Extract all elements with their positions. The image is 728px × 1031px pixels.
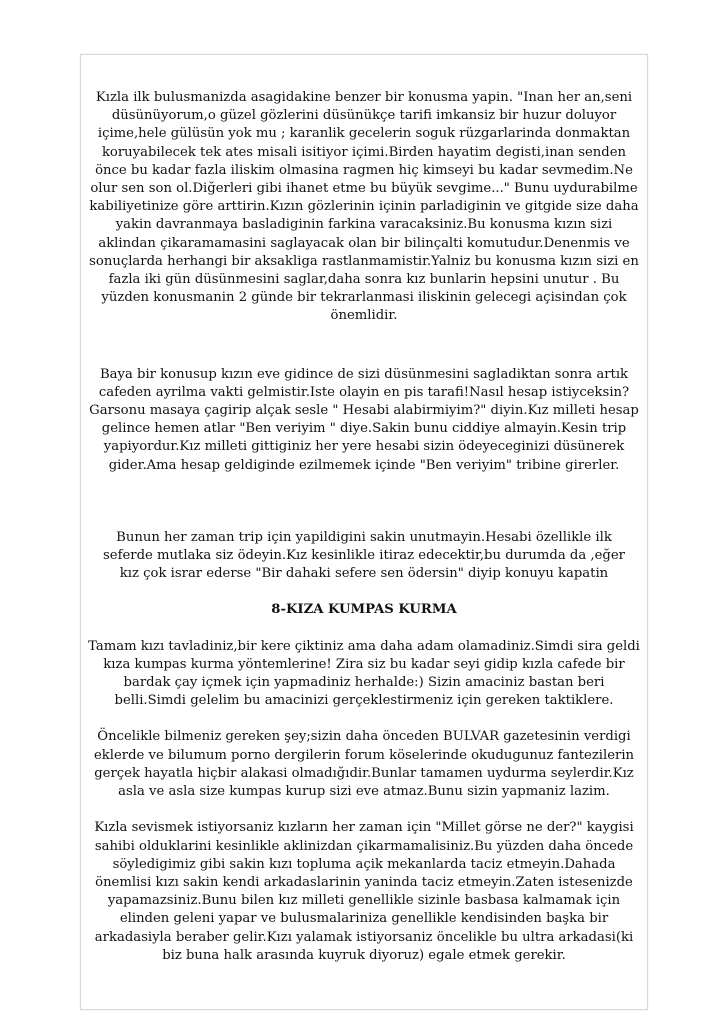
spacer [87, 515, 641, 529]
document-page [80, 54, 648, 1010]
spacer [87, 620, 641, 638]
spacer [87, 583, 641, 601]
spacer [87, 710, 641, 728]
paragraph-kumpas-intro: Tamam kızı tavladiniz,bir kere çiktiniz ama daha adam olamadiniz.Simdi sira geldi kıza kumpas kurma yöntemlerine! Zira siz bu kadar seyi gidip kızla cafede bir bardak çay içmek için yapmadiniz herhalde:) Sizin amaciniz bastan beri belli.Simdi gelelim bu amacinizi gerçeklestirmeniz için gereken taktiklere. [88, 638, 640, 709]
spacer [87, 475, 641, 515]
document-content [87, 89, 641, 965]
paragraph-fantasies: Öncelikle bilmeniz gereken şey;sizin daha önceden BULVAR gazetesinin verdigi eklerde ve bilumum porno dergilerin forum köselerinde okudugunuz fantezilerin gerçek hayatla hiçbir alakasi olmadığıdir.Bunlar tamamen uydurma seylerdir.Kız asla ve asla size kumpas kurup sizi eve atmaz.Bunu sizin yapmaniz lazim. [93, 729, 635, 800]
paragraph-public-concern: Kızla sevismek istiyorsaniz kızların her zaman için "Millet görse ne der?" kaygisi sahibi olduklarini kesinlikle aklinizdan çikarmamalisiniz.Bu yüzden daha öncede söyledigimiz gibi sakin kızı topluma açik mekanlarda taciz etmeyin.Dahada önemlisi kızı sakin kendi arkadaslarinin yaninda taciz etmeyin.Zaten istesenizde yapamazsiniz.Bunu bilen kız milleti genellikle sizinle basbasa kalmamak için elinden geleni yapar ve bulusmalariniza genellikle kendisinden başka bir arkadasiyla beraber gelir.Kızı yalamak istiyorsaniz öncelikle bu ultra arkadasi(ki biz buna halk arasında kuyruk diyoruz) egale etmek gerekir. [94, 820, 634, 963]
spacer [87, 801, 641, 819]
section-heading: 8-KIZA KUMPAS KURMA [271, 602, 457, 618]
paragraph-paying-bill: Baya bir konusup kızın eve gidince de sizi düsünmesini sagladiktan sonra artık cafeden ayrilma vakti gelmistir.Iste olayin en pis tarafi!Nasıl hesap istiyceksin?Garsonu masaya çagirip alçak sesle " Hesabi alabirmiyim?" diyin.Kız milleti hesap gelince hemen atlar "Ben veriyim " diye.Sakin bunu ciddiye almayin.Kesin trip yapiyordur.Kız milleti gittiginiz her yere hesabi sizin ödeyeceginizi düsünerek gider.Ama hesap geldiginde ezilmemek içinde "Ben veriyim" tribine girerler. [89, 366, 639, 473]
spacer [87, 326, 641, 366]
paragraph-trip-note: Bunun her zaman trip için yapildigini sakin unutmayin.Hesabi özellikle ilk seferde mutlaka siz ödeyin.Kız kesinlikle itiraz edecektir,bu durumda da ,eğer kız çok israr ederse "Bir dahaki sefere sen ödersin" diyip konuyu kapatin [103, 529, 625, 582]
paragraph-first-meeting: Kızla ilk bulusmanizda asagidakine benzer bir konusma yapin. "Inan her an,seni düsünüyorum,o güzel gözlerini düsünükçe tarifi imkansiz bir huzur doluyor içime,hele gülüsün yok mu ; karanlik gecelerin soguk rüzgarlarinda donmaktan koruyabilecek tek ates misali isitiyor içimi.Birden hayatim degisti,inan senden önce bu kadar fazla iliskim olmasina ragmen hiç kimseyi bu kadar sevmedim.Ne olur sen son ol.Diğerleri gibi ihanet etme bu büyük sevgime..." Bunu uydurabilme kabiliyetinize göre arttirin.Kızın gözlerinin içinin parladiginin ve gitgide size daha yakin davranmaya basladiginin farkina varacaksiniz.Bu konusma kızın sizi aklindan çikaramamasini saglayacak olan bir bilinçalti komutudur.Denenmis ve sonuçlarda herhangi bir aksakliga rastlanmamistir.Yalniz bu konusma kızın sizi en fazla iki gün düsünmesini saglar,daha sonra kız bunlarin hepsini unutur . Bu yüzden konusmanin 2 günde bir tekrarlanmasi iliskinin gelecegi açisindan çok önemlidir. [89, 90, 639, 324]
